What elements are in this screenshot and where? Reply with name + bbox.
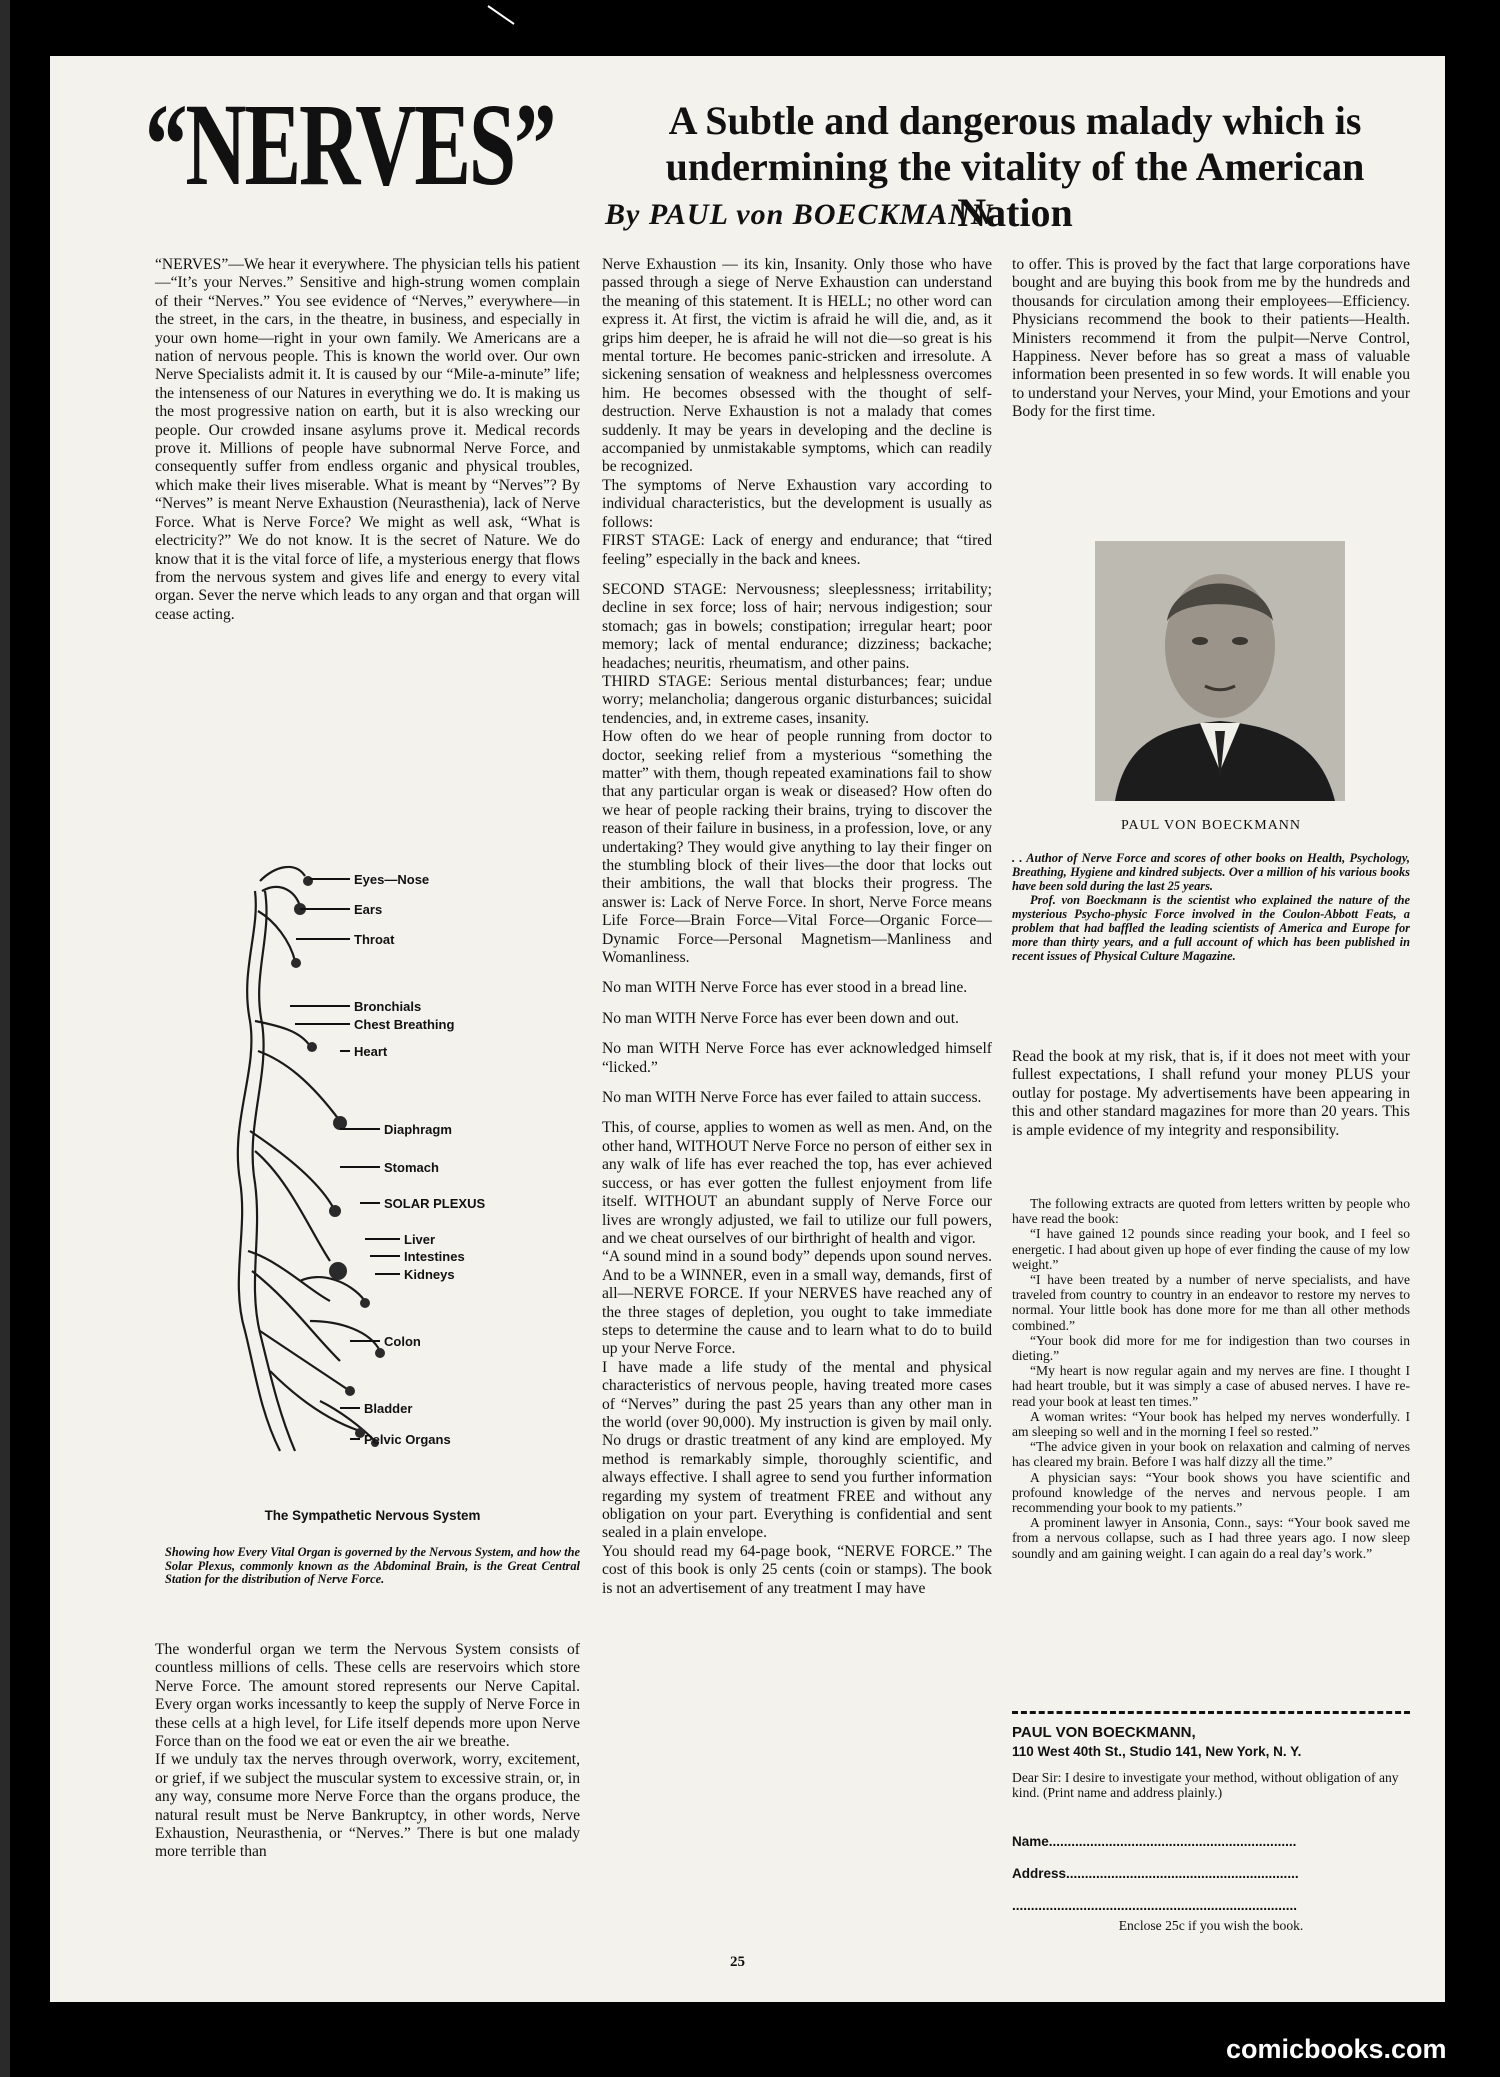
coupon-extra-field[interactable]: ............................................................................ <box>1012 1898 1298 1913</box>
author-portrait <box>1095 541 1345 801</box>
paragraph: “NERVES”—We hear it everywhere. The physician tells his patient—“It’s your Nerves.” Sensitive and high-strung women complain of their “Nerves.” You see evidence of “Nerves,” everywhere—in the street, in the cars, in the theatre, in business, and especially in your own home—right in your own family. We Americans are a nation of nervous people. This is known the world over. Our own Nerve Specialists admit it. It is caused by our “Mile-a-minute” life; the intenseness of our Natures in everything we do. It is making us the most progressive nation on earth, but it is also wrecking our people. Our crowded insane asylums prove it. Medical records prove it. Millions of people have subnormal Nerve Force, and consequently suffer from endless organic and physical troubles, which make their lives miserable. What is meant by “Nerves”? By “Nerves” is meant Nerve Exhaustion (Neurasthenia), lack of Nerve Force. What is Nerve Force? We might as well ask, “What is electricity?” We do not know. It is the secret of Nature. We do know that it is the vital force of life, a mysterious energy that flows from the nervous system and gives life and energy to every vital organ. Sever the nerve which leads to any organ and that organ will cease acting. <box>155 256 580 623</box>
paragraph: No man WITH Nerve Force has ever been down and out. <box>602 1009 959 1027</box>
portrait-caption: PAUL VON BOECKMANN <box>1120 818 1302 833</box>
extract: A prominent lawyer in Ansonia, Conn., says: “Your book saved me from a nervous collapse, such as I had three years ago. I now sleep soundly and am gaining weight. I can again do a real day’s work.” <box>1012 1515 1410 1561</box>
paragraph: FIRST STAGE: Lack of energy and endurance; that “tired feeling” especially in the back and knees. <box>602 532 992 568</box>
headline: “NERVES” <box>145 79 555 210</box>
author-note-line: Prof. von Boeckmann is the scientist who explained the nature of the mysterious Psycho-physic Force involved in the Coulon-Abbott Feats, a problem that had baffled the leading scientists of America and Europe for more than thirty years, and a full account of which has been published in recent issues of Physical Culture Magazine. <box>1012 893 1410 963</box>
paragraph: This, of course, applies to women as well as men. And, on the other hand, WITHOUT Nerve Force no person of either sex in any walk of life has ever reached the top, has ever achieved success, or has ever gotten the fullest enjoyment from life itself. WITHOUT an abundant supply of Nerve Force our lives are wrongly adjusted, we fail to utilize our full powers, and we cheat ourselves of our birthright of health and vigor. <box>602 1119 992 1247</box>
coupon-address: 110 West 40th St., Studio 141, New York, N. Y. <box>1012 1744 1302 1759</box>
paragraph: No man WITH Nerve Force has ever acknowledged himself “licked.” <box>602 1040 992 1076</box>
column-3-continued <box>1012 1048 1410 1140</box>
scan-mark <box>480 0 540 30</box>
diagram-labels <box>354 872 485 1447</box>
coupon-name-field[interactable]: Name.................................................................. <box>1012 1834 1297 1849</box>
paragraph: I have made a life study of the mental and physical characteristics of nervous people, having treated more cases of “Nerves” during the past 25 years than any other man in the world (over 90,000). My instruction is given by mail only. No drugs or drastic treatment of any kind are employed. My method is remarkably simple, thoroughly scientific, and always effective. I shall agree to send you further information regarding my system of treatment FREE and without any obligation on your part. Everything is confidential and sent sealed in a plain envelope. <box>602 1358 992 1542</box>
extract: A woman writes: “Your book has helped my nerves wonderfully. I am sleeping so well and in the morning I feel so rested.” <box>1012 1408 1410 1440</box>
magazine-page <box>50 56 1445 2002</box>
label-throat: Throat <box>354 932 395 947</box>
column-1 <box>155 256 580 624</box>
coupon-body: Dear Sir: I desire to investigate your method, without obligation of any kind. (Print name and address plainly.) <box>1012 1770 1399 1800</box>
paragraph: The wonderful organ we term the Nervous System consists of countless millions of cells. These cells are reservoirs which store Nerve Force. The amount stored represents our Nerve Capital. Every organ works incessantly to keep the supply of Nerve Force in these cells at a high level, for Life itself depends more upon Nerve Force than on the food we eat or even the air we breathe. <box>155 1641 580 1751</box>
paragraph: If we unduly tax the nerves through overwork, worry, excitement, or grief, if we subject the muscular system to excessive strain, or, in any way, consume more Nerve Force than the organs produce, the natural result must be Nerve Bankruptcy, in other words, Nerve Exhaustion, Neurasthenia, or “Nerves.” There is but one malady more terrible than <box>155 1751 580 1861</box>
paragraph: The symptoms of Nerve Exhaustion vary according to individual characteristics, but the development is usually as follows: <box>602 476 992 531</box>
coupon-address-field[interactable]: Address.............................................................. <box>1012 1866 1299 1881</box>
diagram-description: Showing how Every Vital Organ is governed by the Nervous System, and how the Solar Plexus, commonly known as the Abdominal Brain, is the Great Central Station for the distribution of Nerve Force. <box>165 1545 580 1586</box>
paragraph: SECOND STAGE: Nervousness; sleeplessness; irritability; decline in sex force; loss of hair; nervous indigestion; sour stomach; gas in bowels; constipation; irregular heart; poor memory; lack of mental endurance; dizziness; backache; headaches; neuritis, rheumatism, and other pains. <box>602 580 992 672</box>
extract: “I have gained 12 pounds since reading your book, and I feel so energetic. I had about given up hope of ever finding the cause of my low weight.” <box>1012 1226 1410 1272</box>
testimonial-extracts <box>1012 1196 1410 1561</box>
paragraph: No man WITH Nerve Force has ever failed to attain success. <box>602 1089 982 1107</box>
label-ears: Ears <box>354 902 383 917</box>
diagram-caption: The Sympathetic Nervous System <box>264 1508 481 1523</box>
author-note-line: . . Author of Nerve Force and scores of other books on Health, Psychology, Breathing, Hygiene and kindred subjects. Over a million of his various books have been sold during the last 25 years. <box>1012 851 1410 893</box>
extract: “The advice given in your book on relaxation and calming of nerves has cleared my brain. Before I was half dizzy all the time.” <box>1012 1439 1410 1470</box>
page-number: 25 <box>730 1954 745 1970</box>
extract: A physician says: “Your book shows you have scientific and profound knowledge of the nerves and nervous people. I am recommending your book to my patients.” <box>1012 1469 1410 1516</box>
label-bronchials: Bronchials <box>354 999 422 1014</box>
subheadline: A Subtle and dangerous malady which is undermining the vitality of the American Nation <box>665 98 1365 235</box>
label-intestines: Intestines <box>404 1249 465 1264</box>
nervous-system-diagram <box>200 851 570 1476</box>
label-colon: Colon <box>384 1334 421 1349</box>
label-solar-plexus: SOLAR PLEXUS <box>384 1196 486 1211</box>
site-watermark: comicbooks.com <box>1226 2034 1447 2064</box>
paragraph: How often do we hear of people running from doctor to doctor, seeking relief from a mysterious “something the matter” with them, though repeated examinations fail to show that any particular organ is weak or diseased? How often do we hear of people racking their brains, trying to discover the reason of their failure in business, in a profession, love, or any undertaking? They would give anything to lay their finger on the stumbling block of their lives—the door that locks out their ambitions, the wall that blocks their progress. The answer is: Lack of Nerve Force. In short, Nerve Force means Life Force—Brain Force—Vital Force—Organic Force—Dynamic Force—Personal Magnetism—Manliness and Womanliness. <box>602 728 992 967</box>
paragraph: THIRD STAGE: Serious mental disturbances; fear; undue worry; melancholia; dangerous organic disturbances; suicidal tendencies, and, in extreme cases, insanity. <box>602 672 992 727</box>
paragraph: No man WITH Nerve Force has ever stood in a bread line. <box>602 979 968 997</box>
extract: “Your book did more for me for indigestion than two courses in dieting.” <box>1012 1332 1410 1364</box>
column-3 <box>1012 256 1410 422</box>
label-pelvic-organs: Pelvic Organs <box>364 1432 451 1447</box>
extract: The following extracts are quoted from letters written by people who have read the book: <box>1012 1196 1410 1227</box>
label-bladder: Bladder <box>364 1401 413 1416</box>
label-chest-breathing: Chest Breathing <box>354 1017 455 1032</box>
paragraph: Read the book at my risk, that is, if it does not meet with your fullest expectations, I shall refund your money PLUS your outlay for postage. My advertisements have been appearing in this and other standard magazines for more than 20 years. This is ample evidence of my integrity and responsibility. <box>1012 1048 1410 1139</box>
author-note <box>1012 851 1410 963</box>
label-eyes-nose: Eyes—Nose <box>354 872 430 887</box>
coupon-enclose-note: Enclose 25c if you wish the book. <box>1118 1918 1304 1933</box>
column-2 <box>602 256 992 1598</box>
paragraph: Nerve Exhaustion — its kin, Insanity. Only those who have passed through a siege of Nerve Exhaustion can understand the meaning of this statement. It is HELL; no other word can express it. At first, the victim is afraid he will die, and, as it grips him deeper, he is afraid he will not die—so great is his mental torture. He becomes panic-stricken and irresolute. A sickening sensation of weakness and helplessness overcomes him. He becomes obsessed with the thought of self-destruction. Nerve Exhaustion is not a malady that comes suddenly. It may be years in developing and the decline is accompanied by unmistakable symptoms, which can readily be recognized. <box>602 256 992 476</box>
label-heart: Heart <box>354 1044 388 1059</box>
label-diaphragm: Diaphragm <box>384 1122 452 1137</box>
coupon-cut-line <box>1012 1711 1410 1714</box>
label-liver: Liver <box>404 1232 436 1247</box>
extract: “I have been treated by a number of nerve specialists, and have traveled from country to country in an endeavor to restore my nerves to normal. Your little book has done more for me than all other methods combined.” <box>1012 1272 1410 1333</box>
byline: By PAUL von BOECKMANN <box>605 198 994 231</box>
binding-spine <box>0 0 10 2077</box>
paragraph: You should read my 64-page book, “NERVE FORCE.” The cost of this book is only 25 cents (coin or stamps). The book is not an advertisement of any treatment I may have <box>602 1542 992 1597</box>
paragraph: “A sound mind in a sound body” depends upon sound nerves. And to be a WINNER, even in a small way, demands, first of all—NERVE FORCE. If your NERVES have reached any of the three stages of depletion, you ought to take immediate steps to determine the cause and to learn what to do to build up your Nerve Force. <box>602 1248 992 1358</box>
label-stomach: Stomach <box>384 1160 439 1175</box>
paragraph: to offer. This is proved by the fact that large corporations have bought and are buying this book from me by the hundreds and thousands for circulation among their employees—Efficiency. Physicians recommend the book to their patients—Health. Ministers recommend it from the pulpit—Nerve Control, Happiness. Never before has so great a mass of valuable information been presented in so few words. It will enable you to understand your Nerves, your Mind, your Emotions and your Body for the first time. <box>1012 256 1411 421</box>
label-kidneys: Kidneys <box>404 1267 455 1282</box>
coupon-recipient: PAUL VON BOECKMANN, <box>1012 1724 1196 1741</box>
column-1-continued <box>155 1641 580 1862</box>
extract: “My heart is now regular again and my nerves are fine. I thought I had heart trouble, but it was simply a case of abused nerves. I have re-read your book at least ten times.” <box>1012 1363 1410 1409</box>
nerve-trunk <box>238 867 383 1451</box>
